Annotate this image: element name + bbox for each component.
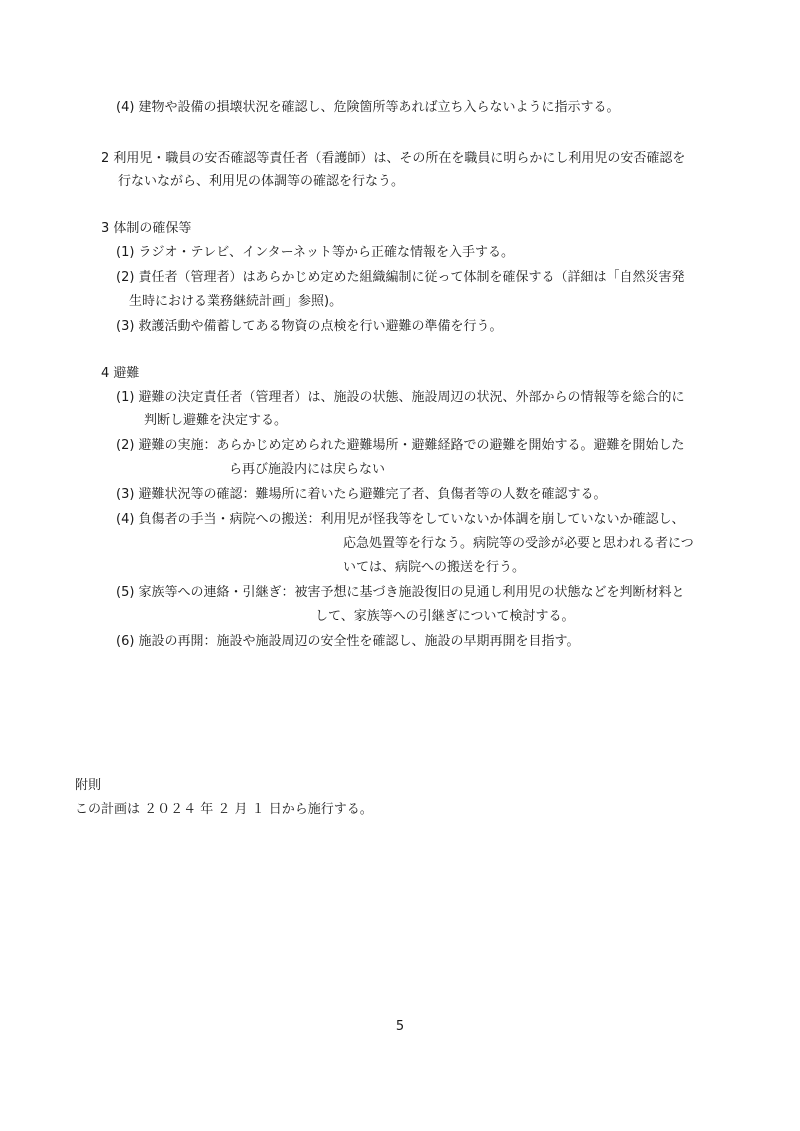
item-4-4-continuation-1: 応急処置等を行なう。病院等の受診が必要と思われる者につ bbox=[343, 536, 694, 551]
item-4-2-continuation: ら再び施設内には戻らない bbox=[229, 462, 386, 477]
item-3-1: (1) ラジオ・テレビ、インターネット等から正確な情報を入手する。 bbox=[116, 245, 514, 260]
item-3-3: (3) 救護活動や備蓄してある物資の点検を行い避難の準備を行う。 bbox=[116, 319, 503, 334]
item-4-3: (3) 避難状況等の確認：難場所に着いたら避難完了者、負傷者等の人数を確認する。 bbox=[116, 487, 607, 502]
effective-date-statement: この計画は ２０２４ 年 ２ 月 １ 日から施行する。 bbox=[75, 802, 373, 817]
section-2-safety-confirmation: 2 利用児・職員の安否確認等責任者（看護師）は、その所在を職員に明らかにし利用児の安否確認を bbox=[101, 151, 686, 166]
supplementary-provisions-heading: 附則 bbox=[75, 778, 102, 793]
page-number: 5 bbox=[395, 1019, 405, 1034]
section-3-heading: 3 体制の確保等 bbox=[101, 221, 192, 236]
item-4-5-continuation: して、家族等への引継ぎについて検討する。 bbox=[315, 609, 575, 624]
item-4-1-continuation: 判断し避難を決定する。 bbox=[144, 413, 288, 428]
section-4-heading: 4 避難 bbox=[101, 366, 140, 381]
item-3-2: (2) 責任者（管理者）はあらかじめ定めた組織編制に従って体制を確保する（詳細は「自然災害発 bbox=[116, 270, 685, 285]
item-4-2: (2) 避難の実施：あらかじめ定められた避難場所・避難経路での避難を開始する。避難を開始した bbox=[116, 438, 685, 453]
item-4-5: (5) 家族等への連絡・引継ぎ：被害予想に基づき施設復旧の見通し利用児の状態などを判断材料と bbox=[116, 585, 685, 600]
item-4-6: (6) 施設の再開：施設や施設周辺の安全性を確認し、施設の早期再開を目指す。 bbox=[116, 634, 580, 649]
item-4-1-building-damage: (4) 建物や設備の損壊状況を確認し、危険箇所等あれば立ち入らないように指示する。 bbox=[116, 100, 620, 115]
item-3-2-continuation: 生時における業務継続計画」参照)。 bbox=[129, 294, 343, 309]
item-4-4-continuation-2: いては、病院への搬送を行う。 bbox=[343, 560, 526, 575]
item-4-4: (4) 負傷者の手当・病院への搬送：利用児が怪我等をしていないか体調を崩していないか確認し、 bbox=[116, 512, 685, 527]
item-4-1: (1) 避難の決定責任者（管理者）は、施設の状態、施設周辺の状況、外部からの情報等を総合的に bbox=[116, 390, 685, 405]
section-2-continuation: 行ないながら、利用児の体調等の確認を行なう。 bbox=[118, 174, 405, 189]
